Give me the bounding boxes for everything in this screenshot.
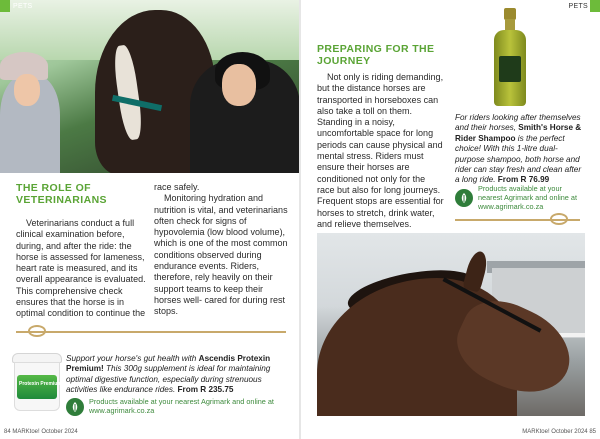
availability-right[interactable] (455, 185, 583, 211)
footer-left: 84 MARKtoe! October 2024 (4, 429, 78, 435)
journey-column (317, 72, 445, 230)
journey-heading: PREPARING FOR THE JOURNEY (317, 43, 435, 67)
promo-left-price: From R 235.75 (177, 385, 234, 395)
protexin-promo (66, 354, 288, 396)
promo-left-intro: Support your horse's gut health with (66, 354, 197, 363)
availability-left[interactable] (66, 398, 288, 416)
vets-column-1 (16, 218, 148, 320)
vets-paragraph-1: Veterinarians conduct a full clinical examination before, during, and after the ride: the horse is assessed for lameness, heart rate is measured, and its overall appearance is evaluated. This comprehensive check ensures that the horse is in optimal condition to continue the (16, 218, 146, 319)
availability-right-text: Products available at your nearest Agrimark and online at www.agrimark.co.za (478, 184, 577, 211)
shampoo-bottle-image (494, 8, 526, 106)
journey-paragraph: Not only is riding demanding, but the distance horses are transported in horseboxes can also take a toll on them. Standing in a noisy, uncomfortable space for long periods can cause physical and mental stress. Riders must ensure their horses are conditioned not only for the race but also for long journeys. Frequent stops are essential for horses to stretch, drink water, and relieve themselves. (317, 72, 444, 229)
protexin-tub-image (12, 353, 62, 411)
rope-knot-left-icon (28, 325, 46, 337)
vets-paragraph-2: Monitoring hydration and nutrition is vital, and veterinarians often check for signs of hypovolemia (low blood volume), which is one of the most common conditions observed during endurance events. Riders, therefore, rely heavily on their support teams to keep their horses well- cared for during rest stops. (154, 193, 288, 317)
vets-heading: THE ROLE OF VETERINARIANS (16, 182, 107, 206)
vets-column-2 (154, 182, 289, 318)
agrimark-logo-icon (66, 398, 84, 416)
availability-left-text: Products available at your nearest Agrimark and online at www.agrimark.co.za (89, 397, 274, 415)
vets-paragraph-continued: race safely. (154, 182, 200, 192)
section-tab-right (590, 0, 600, 12)
promo-right-description: is the perfect choice! With this 1-litre dual- purpose shampoo, both horse and rider can stay fresh and clean after a long ride. (455, 133, 582, 185)
rope-knot-right-icon (550, 213, 568, 225)
shampoo-promo (455, 113, 583, 186)
agrimark-logo-icon (455, 189, 473, 207)
left-page (0, 0, 299, 439)
section-tab-left (0, 0, 10, 12)
promo-right-price: From R 76.99 (497, 175, 550, 185)
section-label-left: PETS (13, 3, 33, 10)
promo-right-intro: For riders looking after themselves and their horses, (455, 113, 581, 133)
footer-right: MARKtoe! October 2024 85 (522, 429, 596, 435)
promo-left-product: Ascendis Protexin Premium! (66, 354, 271, 374)
section-label-right: PETS (568, 3, 588, 10)
rope-divider-left (16, 331, 286, 333)
tub-label-text: Protexin Premium (19, 381, 62, 387)
promo-left-description: This 300g supplement is ideal for maintaining optimal digestive function, especially during strenuous activities like endurance rides. (66, 364, 271, 395)
veterinarian-horse-photo (0, 0, 299, 173)
promo-right-product: Smith's Horse & Rider Shampoo (455, 123, 582, 143)
horse-portrait-photo (317, 233, 585, 416)
